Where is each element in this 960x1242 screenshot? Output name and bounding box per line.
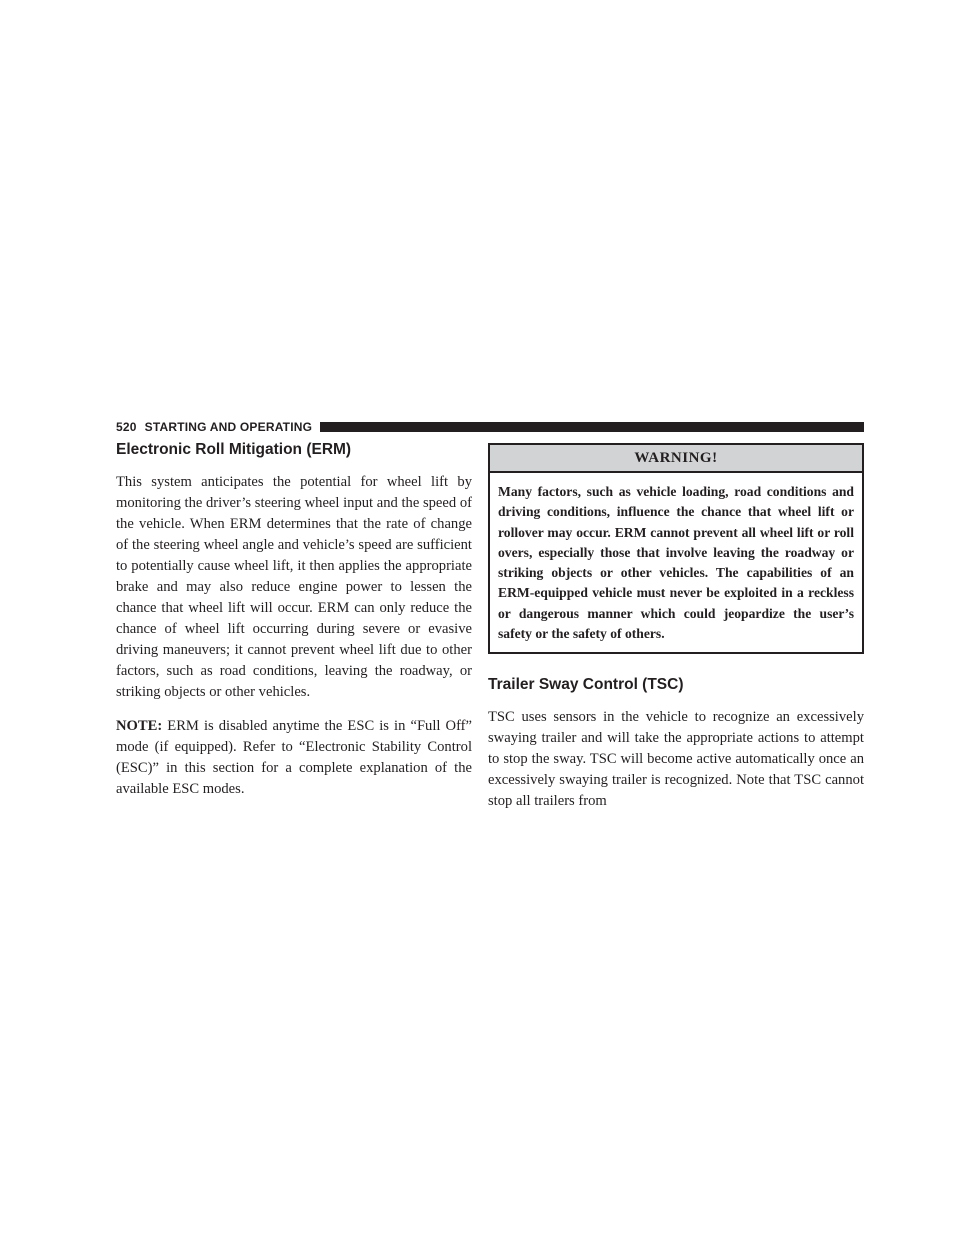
section-title: STARTING AND OPERATING <box>144 420 313 434</box>
right-column <box>488 440 864 825</box>
note-label: NOTE: <box>116 718 163 734</box>
erm-note <box>116 716 472 800</box>
tsc-heading: Trailer Sway Control (TSC) <box>488 676 684 694</box>
warning-title: WARNING! <box>490 445 862 473</box>
note-text: ERM is disabled anytime the ESC is in “Full Off” mode (if equipped). Refer to “Electronic Stability Control (ESC)” in this section for a complete explanation of the available ESC modes. <box>116 718 472 797</box>
erm-paragraph: This system anticipates the potential for wheel lift by monitoring the driver’s steering wheel input and the speed of the vehicle. When ERM determines that the rate of change of the steering wheel angle and vehicle’s speed are sufficient to potentially cause wheel lift, it then applies the appropriate brake and may also reduce engine power to lessen the chance that wheel lift will occur. ERM can only reduce the chance of wheel lift occurring during severe or evasive driving maneuvers; it cannot prevent wheel lift due to other factors, such as road conditions, leaving the roadway, or striking objects or other vehicles. <box>116 474 472 700</box>
warning-box <box>488 443 864 654</box>
left-column <box>116 440 472 813</box>
page-number: 520 <box>116 420 137 434</box>
erm-heading: Electronic Roll Mitigation (ERM) <box>116 441 352 458</box>
warning-text: Many factors, such as vehicle loading, road conditions and driving conditions, influence the chance that wheel lift or rollover may occur. ERM cannot prevent all wheel lift or roll overs, especially those that involve leaving the roadway or striking objects or other vehicles. The capabilities of an ERM-equipped vehicle must never be exploited in a reckless or dangerous manner which could jeopardize the user’s safety or the safety of others. <box>498 484 854 642</box>
tsc-paragraph: TSC uses sensors in the vehicle to recognize an excessively swaying trailer and will take the appropriate actions to attempt to stop the sway. TSC will become active automatically once an excessively swaying trailer is recognized. Note that TSC cannot stop all trailers from <box>488 709 864 810</box>
header-rule <box>320 422 864 432</box>
running-header <box>116 420 864 434</box>
